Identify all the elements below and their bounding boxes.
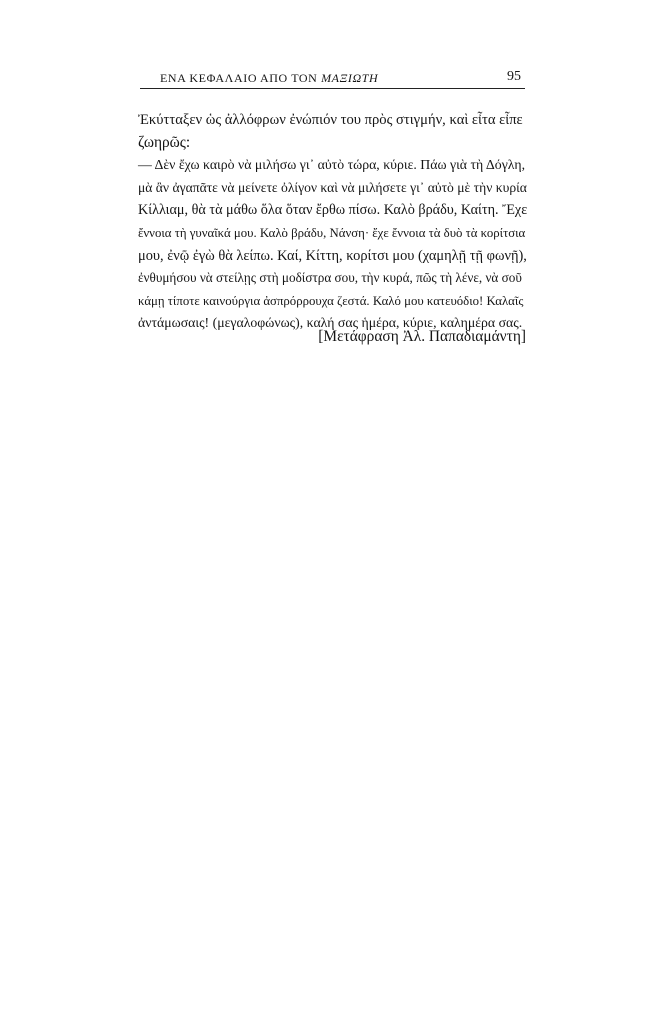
running-header	[140, 68, 525, 89]
text-line: ἐνθυμήσου νὰ στείλῃς στὴ μοδίστρα σου, τὴν κυρά, πῶς τὴ λένε, νὰ σοῦ	[138, 270, 522, 286]
text-line: ἔννοια τὴ γυναῖκά μου. Καλὸ βράδυ, Νάνση· ἔχε ἔννοια τὰ δυὸ τὰ κορίτσια	[138, 225, 526, 240]
text-line: — Δὲν ἔχω καιρὸ νὰ μιλήσω γι᾽ αὐτὸ τώρα, κύριε. Πάω γιὰ τὴ Δόγλη,	[138, 157, 526, 173]
running-title-upright: ΕΝΑ ΚΕΦΑΛΑΙΟ ΑΠΟ ΤΟΝ	[160, 71, 322, 85]
text-line: Ἐκύτταξεν ὡς ἀλλόφρων ἐνώπιόν του πρὸς στιγμήν, καὶ εἶτα εἶπε	[138, 112, 523, 128]
text-line: Κίλλιαμ, θὰ τὰ μάθω ὅλα ὅταν ἔρθω πίσω. Καλὸ βράδυ, Καίτη. Ἔχε	[138, 202, 528, 219]
running-title	[160, 71, 378, 86]
text-line: μὰ ἂν ἀγαπᾶτε νὰ μείνετε ὀλίγον καὶ νὰ μιλήσετε γι᾽ αὐτὸ μὲ τὴν κυρία	[138, 179, 527, 195]
running-title-italic: ΜΑΞΙΩΤΗ	[321, 71, 379, 85]
text-line: κάμῃ τίποτε καινούργια ἀσπρόρρουχα ζεστά. Καλό μου κατευόδιο! Καλαῖς	[138, 293, 524, 308]
text-line: μου, ἐνῷ ἐγὼ θὰ λείπω. Καί, Κίττη, κορίτσι μου (χαμηλῇ τῇ φωνῇ),	[138, 247, 527, 264]
text-line: ἀντάμωσαις! (μεγαλοφώνως), καλή σας ἡμέρα, κύριε, καλημέρα σας.	[138, 315, 523, 331]
body-text	[138, 109, 527, 335]
translator-credit: [Μετάφραση Ἀλ. Παπαδιαμάντη]	[318, 328, 526, 345]
page-number: 95	[507, 69, 521, 84]
text-line: ζωηρῶς:	[138, 133, 191, 151]
